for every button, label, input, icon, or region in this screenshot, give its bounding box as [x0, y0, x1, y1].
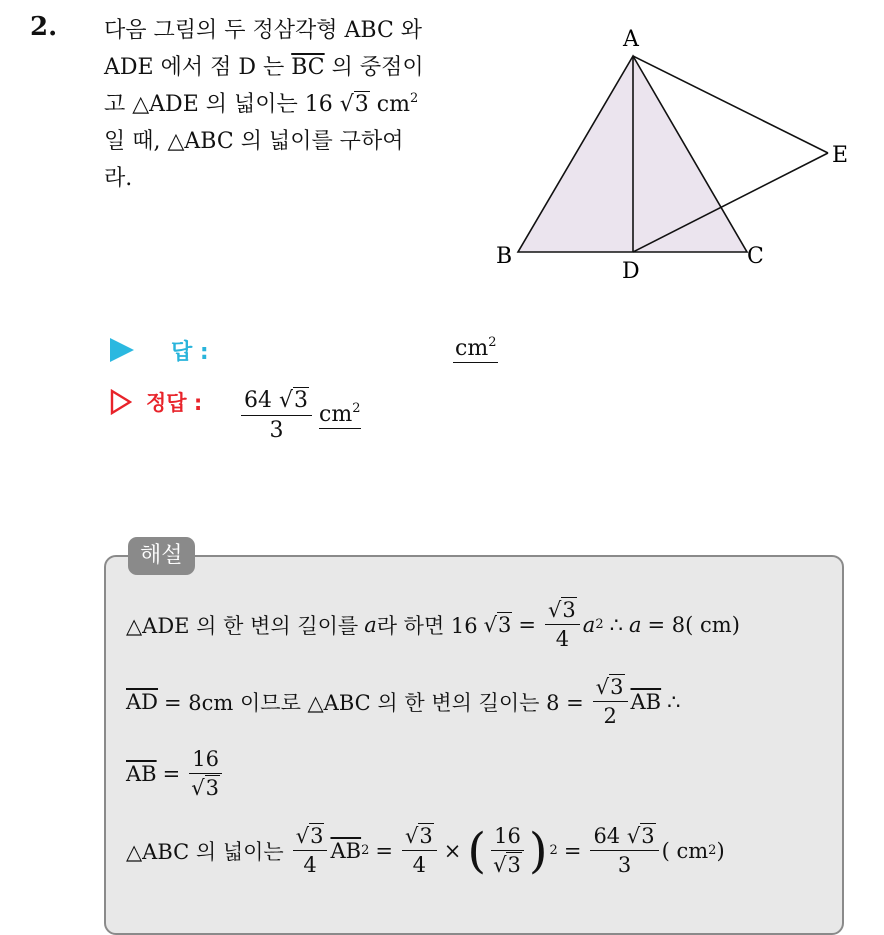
question-number: 2.	[30, 12, 58, 42]
play-icon	[110, 338, 134, 362]
segment-bc: $\overline{BC}$	[291, 55, 325, 80]
question-line-1: 다음 그림의 두 정삼각형 ABC 와	[104, 18, 423, 43]
triangle-figure	[490, 20, 860, 290]
question-line-4: 일 때, △ABC 의 넓이를 구하여	[104, 129, 404, 154]
sqrt-symbol: √3	[339, 92, 369, 117]
label-d: D	[622, 259, 640, 284]
outline-play-icon	[110, 389, 132, 415]
question-line-3: 고 △ADE 의 넓이는 16 √3 $cm^2$	[104, 86, 474, 123]
solution-line-3: $\overline{AB}$ = $\frac{16}{√3}$	[126, 747, 225, 800]
label-e: E	[832, 143, 849, 168]
answer-label: 답 :	[171, 339, 209, 365]
solution-line-2: $\overline{AD}$ = 8cm 이므로 △ABC 의 한 변의 길이는 8 = $\frac{√3}{2}$ $\overline{AB}$ ∴	[126, 675, 681, 728]
label-c: C	[747, 244, 764, 269]
question-line-5: 라.	[104, 166, 133, 191]
question-line-2: ADE 에서 점 D 는 $\overline{BC}$ 의 중점이	[104, 55, 424, 80]
label-a: A	[623, 27, 639, 52]
correct-row	[110, 387, 202, 417]
correct-fraction: $\frac{64 √3}{3}$	[241, 388, 312, 443]
solution-tag: 해설	[128, 537, 195, 575]
answer-row	[110, 330, 209, 370]
label-b: B	[496, 244, 513, 269]
correct-label: 정답 :	[146, 391, 203, 415]
solution-line-1: △ADE 의 한 변의 길이를 a 라 하면 16 √3 = $\frac{√3}{4}$ a 2 ∴ a = 8( cm)	[126, 598, 740, 651]
answer-input[interactable]: $cm^2$	[455, 335, 497, 361]
solution-line-4: △ABC 의 넓이는 $\frac{√3}{4}$ $\overline{AB}$ 2 = $\frac{√3}{4}$ × ( $\frac{16}{√3}$ ) 2 = $\frac{64 √3}{3}$ ( cm 2 )	[126, 822, 725, 879]
question-text	[104, 12, 474, 197]
correct-value: $\frac{64 √3}{3}$ $cm^2$	[238, 388, 361, 443]
